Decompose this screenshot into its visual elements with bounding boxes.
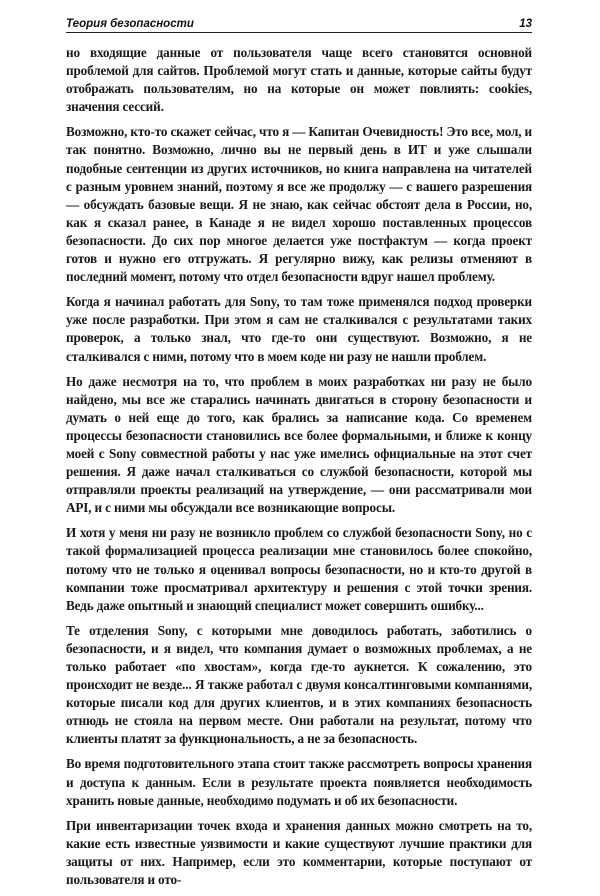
body-text xyxy=(66,44,532,889)
paragraph: Когда я начинал работать для Sony, то там тоже применялся подход проверки уже после разработки. При этом я сам не сталкивался с результатами таких проверок, а только знал, что где-то они существуют. Возможно, я не сталкивался с ними, потому что в моем коде ни разу не нашли проблем. xyxy=(66,294,532,364)
paragraph: Но даже несмотря на то, что проблем в моих разработках ни разу не было найдено, мы все же старались начинать двигаться в сторону безопасности и думать о ней еще до того, как брались за написание кода. Со временем процессы безопасности становились все более формальными, и ближе к концу моей с Sony совместной работы у нас уже имелись официальные на этот счет решения. Я даже начал сталкиваться со службой безопасности, которой мы отправляли проекты реализаций на утверждение, — они рассматривали мои API, и с ними мы обсуждали все возникающие вопросы. xyxy=(66,373,532,516)
paragraph: Те отделения Sony, с которыми мне доводилось работать, заботились о безопасности, и я видел, что компания думает о возможных проблемах, а не только работает «по хвостам», когда где-то аукнется. К сожалению, это происходит не везде... Я также работал с двумя консалтинговыми компаниями, которые писали код для других клиентов, и в этих компаниях безопасность отнюдь не стояла на первом месте. Они работали на результат, потому что клиенты платят за функциональность, а не за безопасность. xyxy=(66,622,532,747)
paragraph: И хотя у меня ни разу не возникло проблем со службой безопасности Sony, но с такой формализацией процесса реализации мне становилось более спокойно, потому что не только я оценивал вопросы безопасности, но и кто-то другой в компании тоже просматривал архитектуру и решения с этой точки зрения. Ведь даже опытный и знающий специалист может совершить ошибку... xyxy=(66,525,532,613)
chapter-title: Теория безопасности xyxy=(66,18,194,30)
paragraph: Возможно, кто-то скажет сейчас, что я — Капитан Очевидность! Это все, мол, и так понятно. Возможно, лично вы не первый день в ИТ и уже слышали подобные сентенции из других источников, но книга направлена на читателей с разным уровнем знаний, поэтому я все же продолжу — с вашего разрешения — обсуждать базовые вещи. Я не знаю, как сейчас обстоят дела в России, но, как я сказал ранее, в Канаде я не видел хорошо поставленных процессов безопасности. До сих пор многое делается уже постфактум — когда проект готов и нужно его отгружать. Я регулярно вижу, как релизы отменяют в последний момент, потому что отдел безопасности вдруг нашел проблему. xyxy=(66,124,532,285)
paragraph: но входящие данные от пользователя чаще всего становятся основной проблемой для сайтов. Проблемой могут стать и данные, которые сайты будут отображать пользователям, но на которые он может повлиять: cookies, значения сессий. xyxy=(66,45,532,115)
paragraph: При инвентаризации точек входа и хранения данных можно смотреть на то, какие есть известные уязвимости и какие существуют лучшие практики для защиты от них. Например, если это комментарии, которые поступают от пользователя и ото- xyxy=(66,817,532,888)
running-header xyxy=(66,18,532,33)
book-page xyxy=(66,18,532,896)
page-number: 13 xyxy=(519,18,532,30)
paragraph: Во время подготовительного этапа стоит также рассмотреть вопросы хранения и доступа к данным. Если в результате проекта появляется необходимость хранить новые данные, необходимо подумать и об их безопасности. xyxy=(66,756,532,808)
